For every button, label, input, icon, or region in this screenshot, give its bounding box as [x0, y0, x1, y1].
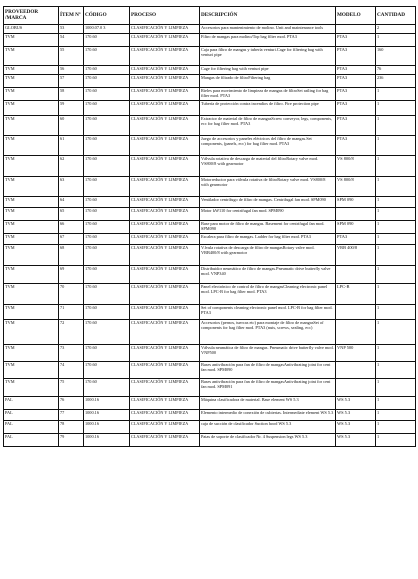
header-proceso: PROCESO	[130, 7, 200, 25]
cell-codigo: 1000.07.0 3	[84, 25, 130, 34]
equipment-table-sheet	[3, 6, 415, 447]
cell-proveedor: TVM	[4, 156, 59, 177]
cell-modelo: WS 5.3	[336, 421, 376, 434]
cell-item: 63	[59, 177, 84, 197]
cell-item: 54	[59, 34, 84, 47]
cell-cantidad: 1	[376, 177, 416, 197]
cell-item: 65	[59, 208, 84, 221]
table-row	[4, 66, 416, 75]
header-item: ÍTEM Nº	[59, 7, 84, 25]
cell-modelo	[336, 320, 376, 345]
table-row	[4, 75, 416, 88]
cell-descripcion: Distribuidor neumático de filtro de mangas.Pneumatic drive butterfly valve mod. VNP340	[200, 266, 336, 284]
cell-cantidad: 1	[376, 208, 416, 221]
cell-proceso: CLASIFICACIÓN Y LIMPIEZA	[130, 362, 200, 379]
cell-proceso: CLASIFICACIÓN Y LIMPIEZA	[130, 197, 200, 208]
cell-proveedor: PAL	[4, 410, 59, 421]
cell-cantidad: 1	[376, 362, 416, 379]
table-row	[4, 421, 416, 434]
cell-descripcion: Base para motor de filtro de mangas. Basement for centrifugal fan mod. SPM090	[200, 221, 336, 234]
cell-modelo	[336, 208, 376, 221]
cell-modelo: WS 5.3	[336, 410, 376, 421]
cell-item: 75	[59, 379, 84, 397]
cell-modelo: VS 800/8	[336, 156, 376, 177]
cell-proceso: CLASIFICACIÓN Y LIMPIEZA	[130, 156, 200, 177]
cell-cantidad: 1	[376, 116, 416, 136]
cell-codigo: 170.60	[84, 47, 130, 66]
cell-modelo: VS 800/8	[336, 177, 376, 197]
cell-item: 76	[59, 397, 84, 410]
table-row	[4, 305, 416, 320]
cell-item: 77	[59, 410, 84, 421]
table-row	[4, 434, 416, 447]
cell-proveedor: TVM	[4, 345, 59, 362]
cell-codigo: 170.60	[84, 116, 130, 136]
cell-modelo	[336, 25, 376, 34]
cell-codigo: 170.60	[84, 177, 130, 197]
cell-codigo: 170.60	[84, 305, 130, 320]
table-row	[4, 116, 416, 136]
cell-item: 66	[59, 221, 84, 234]
cell-codigo: 170.60	[84, 345, 130, 362]
cell-cantidad: 1	[376, 320, 416, 345]
cell-descripcion: Accesorios (pernos, tuercas etc) para montaje de filtro de mangasSet of components for bag filter mod. PTA3 (nuts, screws, sealing, ecc)	[200, 320, 336, 345]
cell-proveedor: TVM	[4, 101, 59, 116]
cell-proceso: CLASIFICACIÓN Y LIMPIEZA	[130, 245, 200, 266]
cell-proceso: CLASIFICACIÓN Y LIMPIEZA	[130, 136, 200, 156]
cell-codigo: 1000.16	[84, 421, 130, 434]
cell-modelo	[336, 362, 376, 379]
cell-codigo: 170.60	[84, 221, 130, 234]
cell-descripcion: Ventilador centrífugo de filtro de mangas. Centrifugal fan mod. SPM090	[200, 197, 336, 208]
cell-cantidad: 160	[376, 47, 416, 66]
header-descripcion: DESCRIPCIÓN	[200, 7, 336, 25]
cell-descripcion: Caja para filtro de mangas y tubería venturi.Cage for filtering bag with venturi pipe	[200, 47, 336, 66]
table-row	[4, 320, 416, 345]
cell-descripcion: Motor kW110 for centrifugal fan mod. SPM090	[200, 208, 336, 221]
cell-modelo: PTA3	[336, 75, 376, 88]
cell-codigo: 170.60	[84, 197, 130, 208]
cell-proceso: CLASIFICACIÓN Y LIMPIEZA	[130, 101, 200, 116]
cell-proceso: CLASIFICACIÓN Y LIMPIEZA	[130, 284, 200, 305]
cell-codigo: 170.60	[84, 75, 130, 88]
cell-item: 61	[59, 136, 84, 156]
cell-proceso: CLASIFICACIÓN Y LIMPIEZA	[130, 75, 200, 88]
table-row	[4, 25, 416, 34]
table-row	[4, 156, 416, 177]
header-proveedor: PROVEEDOR /MARCA	[4, 7, 59, 25]
cell-modelo: PTA3	[336, 136, 376, 156]
cell-cantidad: 1	[376, 156, 416, 177]
cell-item: 69	[59, 266, 84, 284]
cell-cantidad: 1	[376, 136, 416, 156]
cell-item: 56	[59, 66, 84, 75]
header-modelo: MODELO	[336, 7, 376, 25]
table-row	[4, 245, 416, 266]
cell-proveedor: TVM	[4, 284, 59, 305]
cell-descripcion: Escalera para filtro de mangas. Ladder for bag filter mod. PTA3	[200, 234, 336, 245]
cell-cantidad: 1	[376, 284, 416, 305]
cell-codigo: 170.60	[84, 320, 130, 345]
cell-cantidad: 1	[376, 266, 416, 284]
cell-item: 60	[59, 116, 84, 136]
cell-codigo: 170.60	[84, 156, 130, 177]
cell-item: 57	[59, 75, 84, 88]
cell-proveedor: TVM	[4, 266, 59, 284]
cell-cantidad: 1	[376, 379, 416, 397]
cell-cantidad: 1	[376, 421, 416, 434]
cell-descripcion: Mangas de filtrado de filtroFiltering bag	[200, 75, 336, 88]
table-row	[4, 88, 416, 101]
cell-cantidad: 1	[376, 397, 416, 410]
cell-item: 72	[59, 320, 84, 345]
cell-proceso: CLASIFICACIÓN Y LIMPIEZA	[130, 266, 200, 284]
cell-proveedor: TVM	[4, 320, 59, 345]
cell-descripcion: Válvula neumática de filtro de mangas. Pneumatic drive butterfly valve mod. VNP500	[200, 345, 336, 362]
cell-cantidad: 1	[376, 197, 416, 208]
table-row	[4, 362, 416, 379]
cell-proveedor: TVM	[4, 136, 59, 156]
cell-cantidad: 1	[376, 88, 416, 101]
cell-codigo: 1000.16	[84, 434, 130, 447]
cell-codigo: 170.60	[84, 136, 130, 156]
cell-proveedor: TVM	[4, 88, 59, 101]
cell-modelo: SPM 090	[336, 197, 376, 208]
cell-proveedor: TVM	[4, 34, 59, 47]
cell-modelo	[336, 379, 376, 397]
cell-codigo: 170.60	[84, 34, 130, 47]
cell-descripcion: V.lvula rotativa de descarga de filtro de mangasRotary valve mod. VRB400/8 with gearmotor	[200, 245, 336, 266]
cell-item: 53	[59, 25, 84, 34]
cell-proveedor: TVM	[4, 177, 59, 197]
cell-modelo	[336, 305, 376, 320]
header-codigo: CÓDIGO	[84, 7, 130, 25]
cell-proceso: CLASIFICACIÓN Y LIMPIEZA	[130, 47, 200, 66]
cell-cantidad: 1	[376, 101, 416, 116]
table-row	[4, 136, 416, 156]
cell-codigo: 170.60	[84, 208, 130, 221]
table-row	[4, 47, 416, 66]
cell-modelo: WS 5.3	[336, 434, 376, 447]
cell-proceso: CLASIFICACIÓN Y LIMPIEZA	[130, 397, 200, 410]
cell-item: 62	[59, 156, 84, 177]
cell-codigo: 170.60	[84, 284, 130, 305]
cell-proveedor: TVM	[4, 116, 59, 136]
cell-proveedor: PAL	[4, 397, 59, 410]
table-row	[4, 345, 416, 362]
cell-descripcion: Máquina clasificadora de material. Base element WS 5.3	[200, 397, 336, 410]
cell-modelo	[336, 266, 376, 284]
cell-codigo: 170.60	[84, 245, 130, 266]
table-header	[4, 7, 416, 25]
table-row	[4, 208, 416, 221]
cell-descripcion: Cage for filtering bag with venturi pipe	[200, 66, 336, 75]
cell-cantidad: 1	[376, 245, 416, 266]
cell-proveedor: TVM	[4, 245, 59, 266]
table-body	[4, 25, 416, 447]
cell-cantidad: 76	[376, 66, 416, 75]
cell-codigo: 170.60	[84, 234, 130, 245]
cell-modelo: SPM 090	[336, 221, 376, 234]
cell-modelo: LPC-B	[336, 284, 376, 305]
cell-item: 64	[59, 197, 84, 208]
cell-proceso: CLASIFICACIÓN Y LIMPIEZA	[130, 234, 200, 245]
table-row	[4, 397, 416, 410]
cell-descripcion: Motorreductor para válvula rotativa de filtroRotary valve mod. VS800/8 with gearmotor	[200, 177, 336, 197]
cell-modelo: PTA3	[336, 101, 376, 116]
cell-proveedor: TVM	[4, 221, 59, 234]
cell-descripcion: Set of components cleaning electronic panel mod. LPC-B for bag filter mod. PTA3	[200, 305, 336, 320]
cell-item: 67	[59, 234, 84, 245]
cell-item: 70	[59, 284, 84, 305]
cell-item: 58	[59, 88, 84, 101]
table-row	[4, 197, 416, 208]
cell-cantidad: 1	[376, 410, 416, 421]
cell-cantidad: 1	[376, 34, 416, 47]
cell-descripcion: Accesorios para mantenimiento de molino. Unit and maintenance tools	[200, 25, 336, 34]
cell-proceso: CLASIFICACIÓN Y LIMPIEZA	[130, 177, 200, 197]
cell-item: 73	[59, 345, 84, 362]
cell-item: 71	[59, 305, 84, 320]
cell-cantidad: 1	[376, 221, 416, 234]
table-row	[4, 234, 416, 245]
cell-proceso: CLASIFICACIÓN Y LIMPIEZA	[130, 25, 200, 34]
cell-descripcion: Patas de soporte de clasificador Nr. 4 Suspension legs WS 5.3	[200, 434, 336, 447]
cell-item: 79	[59, 434, 84, 447]
cell-proveedor: TVM	[4, 197, 59, 208]
cell-item: 68	[59, 245, 84, 266]
cell-proveedor: TVM	[4, 66, 59, 75]
cell-codigo: 170.60	[84, 379, 130, 397]
cell-cantidad: 1	[376, 345, 416, 362]
cell-modelo: PTA3	[336, 34, 376, 47]
cell-cantidad: 1	[376, 234, 416, 245]
table-row	[4, 221, 416, 234]
cell-proceso: CLASIFICACIÓN Y LIMPIEZA	[130, 116, 200, 136]
cell-modelo: PTA3	[336, 116, 376, 136]
cell-modelo: PTA3	[336, 47, 376, 66]
cell-descripcion: Panel electrónico de control de filtro de mangasCleaning electronic panel mod. LPC-B for bag filter mod. PTA3	[200, 284, 336, 305]
cell-codigo: 170.60	[84, 66, 130, 75]
table-row	[4, 34, 416, 47]
cell-cantidad: 1	[376, 305, 416, 320]
cell-proceso: CLASIFICACIÓN Y LIMPIEZA	[130, 305, 200, 320]
cell-modelo: WS 5.3	[336, 397, 376, 410]
cell-proceso: CLASIFICACIÓN Y LIMPIEZA	[130, 208, 200, 221]
cell-proceso: CLASIFICACIÓN Y LIMPIEZA	[130, 345, 200, 362]
cell-modelo: PTA3	[336, 66, 376, 75]
cell-proveedor: GLOBUS	[4, 25, 59, 34]
cell-descripcion: Bases antivibración para fan de filtro de mangasAntivibrating joint for cent fan mod. SPM091	[200, 379, 336, 397]
cell-descripcion: Extractor de material de filtro de mangasScrew conveyor, legs, components, ecc for bag filter mod. PTA3	[200, 116, 336, 136]
cell-descripcion: caja de succión de clasificador Suction hood WS 5.3	[200, 421, 336, 434]
cell-codigo: 1000.16	[84, 397, 130, 410]
cell-item: 74	[59, 362, 84, 379]
cell-item: 78	[59, 421, 84, 434]
cell-proceso: CLASIFICACIÓN Y LIMPIEZA	[130, 221, 200, 234]
table-row	[4, 410, 416, 421]
table-row	[4, 266, 416, 284]
cell-descripcion: Bases antivibración para fan de filtro de mangasAntivibrating joint for cent fan mod. SPM090	[200, 362, 336, 379]
table-row	[4, 284, 416, 305]
cell-item: 55	[59, 47, 84, 66]
cell-proceso: CLASIFICACIÓN Y LIMPIEZA	[130, 66, 200, 75]
cell-proceso: CLASIFICACIÓN Y LIMPIEZA	[130, 379, 200, 397]
cell-descripcion: Filtro de mangas para molino/Top bag filter mod. PTA3	[200, 34, 336, 47]
cell-modelo: VRB 400/8	[336, 245, 376, 266]
cell-item: 59	[59, 101, 84, 116]
cell-proveedor: TVM	[4, 362, 59, 379]
cell-proceso: CLASIFICACIÓN Y LIMPIEZA	[130, 410, 200, 421]
cell-descripcion: Juego de accesorios y paneles eléctricos del filtro de mangas.Set components, (panels, ecc) for bag filter mod. PTA3	[200, 136, 336, 156]
cell-proveedor: PAL	[4, 434, 59, 447]
cell-descripcion: Elemento intermedio de conexión de cubiertas. Intermediate element WS 5.3	[200, 410, 336, 421]
cell-proveedor: TVM	[4, 208, 59, 221]
cell-proveedor: TVM	[4, 47, 59, 66]
cell-proceso: CLASIFICACIÓN Y LIMPIEZA	[130, 434, 200, 447]
cell-codigo: 170.60	[84, 362, 130, 379]
cell-descripcion: Rieles para movimiento de limpieza de mangas de filtroSet railing for bag filter mod. PTA3	[200, 88, 336, 101]
cell-codigo: 170.60	[84, 266, 130, 284]
cell-cantidad: 2	[376, 25, 416, 34]
cell-proceso: CLASIFICACIÓN Y LIMPIEZA	[130, 88, 200, 101]
cell-proveedor: TVM	[4, 234, 59, 245]
cell-proveedor: TVM	[4, 305, 59, 320]
cell-proveedor: TVM	[4, 75, 59, 88]
cell-codigo: 170.60	[84, 88, 130, 101]
equipment-table	[3, 6, 416, 447]
cell-proveedor: TVM	[4, 379, 59, 397]
header-cantidad: CANTIDAD	[376, 7, 416, 25]
cell-proceso: CLASIFICACIÓN Y LIMPIEZA	[130, 34, 200, 47]
cell-descripcion: Tubería de protección contra incendios de filtro. Fire protection pipe	[200, 101, 336, 116]
header-row	[4, 7, 416, 25]
cell-proveedor: PAL	[4, 421, 59, 434]
cell-codigo: 170.60	[84, 101, 130, 116]
cell-descripcion: Válvula rotativa de descarga de material del filtroRotary valve mod. VS800/8 with gearmotor	[200, 156, 336, 177]
cell-proceso: CLASIFICACIÓN Y LIMPIEZA	[130, 320, 200, 345]
cell-cantidad: 1	[376, 434, 416, 447]
cell-modelo: VNP 500	[336, 345, 376, 362]
cell-modelo: PTA3	[336, 88, 376, 101]
cell-modelo: PTA3	[336, 234, 376, 245]
table-row	[4, 177, 416, 197]
cell-codigo: 1000.16	[84, 410, 130, 421]
table-row	[4, 379, 416, 397]
table-row	[4, 101, 416, 116]
cell-proceso: CLASIFICACIÓN Y LIMPIEZA	[130, 421, 200, 434]
cell-cantidad: 236	[376, 75, 416, 88]
